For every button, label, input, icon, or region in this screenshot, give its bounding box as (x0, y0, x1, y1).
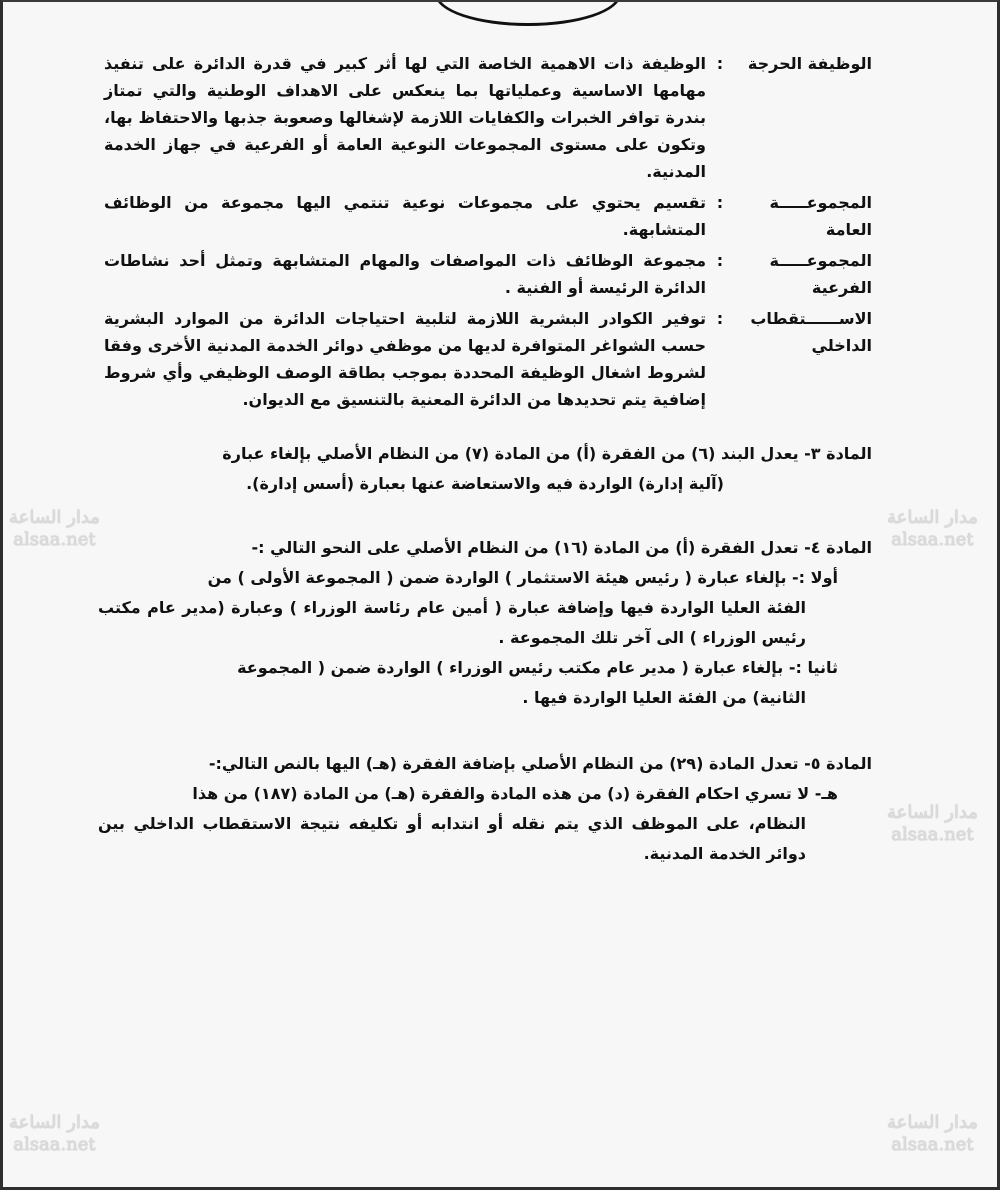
watermark-arabic: مدار الساعة (887, 1112, 978, 1133)
article-3-line-1: المادة ٣- يعدل البند (٦) من الفقرة (أ) من المادة (٧) من النظام الأصلي بإلغاء عبارة (222, 444, 872, 463)
seal-arc-decoration (435, 0, 621, 26)
article-3-line-2: (آلية إدارة) الواردة فيه والاستعاضة عنها بعبارة (أسس إدارة). (246, 474, 724, 493)
definition-term: الاســــــتقطاب الداخلي (750, 309, 872, 355)
watermark (887, 507, 978, 551)
definition-text: الوظيفة ذات الاهمية الخاصة التي لها أثر كبير في قدرة الدائرة على تنفيذ مهامها الاساسية وعملياتها بما ينعكس على الاهداف الوطنية والتي تمتاز بندرة توافر الخبرات والكفايات اللازمة لإشغالها وصعوبة جذبها والاحتفاظ بها، وتكون على مستوى المجموعات النوعية العامة أو الفرعية في جهاز الخدمة المدنية. (104, 54, 706, 181)
definition-text: توفير الكوادر البشرية اللازمة لتلبية احتياجات الدائرة من الموارد البشرية حسب الشواغر المتوافرة لديها من موظفي دوائر الخدمة المدنية الأخرى وفقا لشروط اشغال الوظيفة المحددة بموجب بطاقة الوصف الوظيفي وأي شروط إضافية يتم تحديدها من الدائرة المعنية بالتنسيق مع الديوان. (104, 309, 706, 409)
watermark-arabic: مدار الساعة (887, 507, 978, 528)
watermark (9, 1112, 100, 1156)
watermark-latin: alsaa.net (13, 1134, 96, 1155)
article-4-first-lead: أولا :- بإلغاء عبارة ( رئيس هيئة الاستثمار ) الواردة ضمن ( المجموعة الأولى ) من (207, 568, 838, 587)
definition-colon: : (716, 193, 724, 212)
article-3 (98, 439, 872, 499)
definition-term: المجموعـــــة الفرعية (769, 251, 872, 297)
definition-general-group (98, 189, 872, 243)
watermark-arabic: مدار الساعة (9, 1112, 100, 1133)
definition-internal-recruitment (98, 305, 872, 413)
watermark-arabic: مدار الساعة (887, 802, 978, 823)
definition-colon: : (716, 309, 724, 328)
article-5-heading: المادة ٥- تعدل المادة (٢٩) من النظام الأصلي بإضافة الفقرة (هـ) اليها بالنص التالي:- (208, 754, 872, 773)
article-4-first-continuation: الفئة العليا الواردة فيها وإضافة عبارة ( أمين عام رئاسة الوزراء ) وعبارة (مدير عام مكتب رئيس الوزراء ) الى آخر تلك المجموعة . (98, 598, 806, 647)
watermark (9, 507, 100, 551)
article-5 (98, 749, 872, 869)
definition-text: مجموعة الوظائف ذات المواصفات والمهام المتشابهة وتمثل أحد نشاطات الدائرة الرئيسة أو الفنية . (104, 251, 706, 297)
definition-colon: : (716, 251, 724, 270)
definition-colon: : (716, 54, 724, 73)
article-4-heading: المادة ٤- تعدل الفقرة (أ) من المادة (١٦) من النظام الأصلي على النحو التالي :- (251, 538, 872, 557)
article-4 (98, 533, 872, 713)
watermark (887, 802, 978, 846)
definition-text: تقسيم يحتوي على مجموعات نوعية تنتمي اليها مجموعة من الوظائف المتشابهة. (104, 193, 706, 239)
watermark-latin: alsaa.net (13, 529, 96, 550)
watermark-latin: alsaa.net (891, 1134, 974, 1155)
definition-term: المجموعـــــة العامة (769, 193, 872, 239)
definition-critical-job (98, 50, 872, 185)
article-5-paragraph-continuation: النظام، على الموظف الذي يتم نقله أو انتدابه أو تكليفه نتيجة الاستقطاب الداخلي بين دوائر الخدمة المدنية. (98, 814, 806, 863)
definitions-list (98, 50, 872, 413)
article-5-paragraph-lead: هـ- لا تسري احكام الفقرة (د) من هذه المادة والفقرة (هـ) من المادة (١٨٧) من هذا (192, 784, 838, 803)
watermark-arabic: مدار الساعة (9, 507, 100, 528)
watermark-latin: alsaa.net (891, 824, 974, 845)
article-4-second-lead: ثانيا :- بإلغاء عبارة ( مدير عام مكتب رئيس الوزراء ) الواردة ضمن ( المجموعة (237, 658, 838, 677)
watermark-latin: alsaa.net (891, 529, 974, 550)
watermark (887, 1112, 978, 1156)
article-4-second-continuation: الثانية) من الفئة العليا الواردة فيها . (522, 688, 806, 707)
definition-term: الوظيفة الحرجة (747, 54, 872, 73)
definition-sub-group (98, 247, 872, 301)
